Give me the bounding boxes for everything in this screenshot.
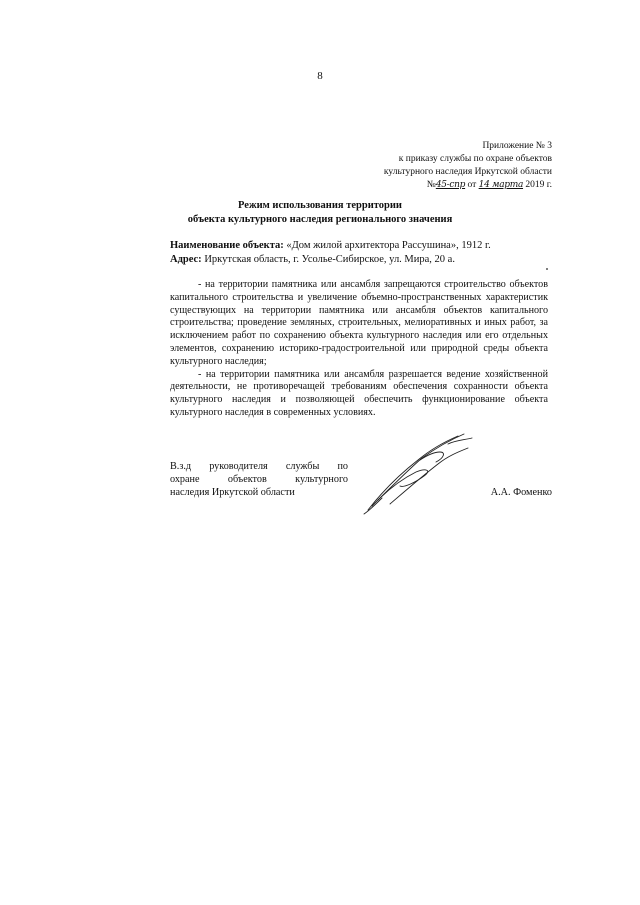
scan-dot xyxy=(546,268,548,270)
title-line-1: Режим использования территории xyxy=(238,200,402,211)
object-name-label: Наименование объекта: xyxy=(170,240,284,251)
date-prefix: от xyxy=(467,180,477,190)
prohibitions-paragraph: - на территории памятника или ансамбля запрещаются строительство объектов капитального строительства и увеличение объемно-пространственных характеристик существующих на территории памятника или ансамбля объектов капитального строительства; проведение земляных, строительных, мелиоративных и иных работ, за исключением работ по сохранению объекта культурного наследия или его отдельных элементов, сохранению историко-градостроительной или природной среды объекта культурного наследия; xyxy=(170,279,548,367)
permissions-paragraph: - на территории памятника или ансамбля разрешается ведение хозяйственной деятельности, не противоречащей требованиям обеспечения сохранности объекта культурного наследия и позволяющей обеспечить функционирование объекта культурного наследия в современных условиях. xyxy=(170,368,548,418)
signatory-position xyxy=(170,461,348,499)
title-line-2: объекта культурного наследия регионального значения xyxy=(187,214,453,225)
appendix-order-ref: к приказу службы по охране объектов xyxy=(398,154,552,164)
object-address-label: Адрес: xyxy=(170,254,202,265)
number-prefix: № xyxy=(426,180,436,190)
signatory-line-2: охране объектов культурного xyxy=(170,473,348,485)
appendix-header xyxy=(292,140,552,192)
order-number-handwritten: 45-спр xyxy=(435,180,466,190)
handwritten-signature-icon xyxy=(360,430,480,515)
object-address-value: Иркутская область, г. Усолье-Сибирское, ул. Мира, 20 а. xyxy=(204,254,455,265)
appendix-title: Приложение № 3 xyxy=(482,141,552,151)
object-name-value: «Дом жилой архитектора Рассушина», 1912 г. xyxy=(286,240,491,251)
signatory-line-1: В.з.д руководителя службы по xyxy=(170,461,348,472)
document-title xyxy=(0,199,640,227)
signer-name: А.А. Фоменко xyxy=(490,487,552,498)
signatory-line-3: наследия Иркутской области xyxy=(170,486,295,498)
object-name-row xyxy=(170,239,560,253)
regime-text xyxy=(170,279,548,420)
appendix-authority: культурного наследия Иркутской области xyxy=(383,167,552,177)
object-info xyxy=(170,239,560,267)
page-number: 8 xyxy=(317,70,323,82)
appendix-number-date xyxy=(292,179,552,192)
order-year: 2019 г. xyxy=(525,180,552,190)
object-address-row xyxy=(170,253,560,267)
order-date-handwritten: 14 марта xyxy=(478,180,524,190)
